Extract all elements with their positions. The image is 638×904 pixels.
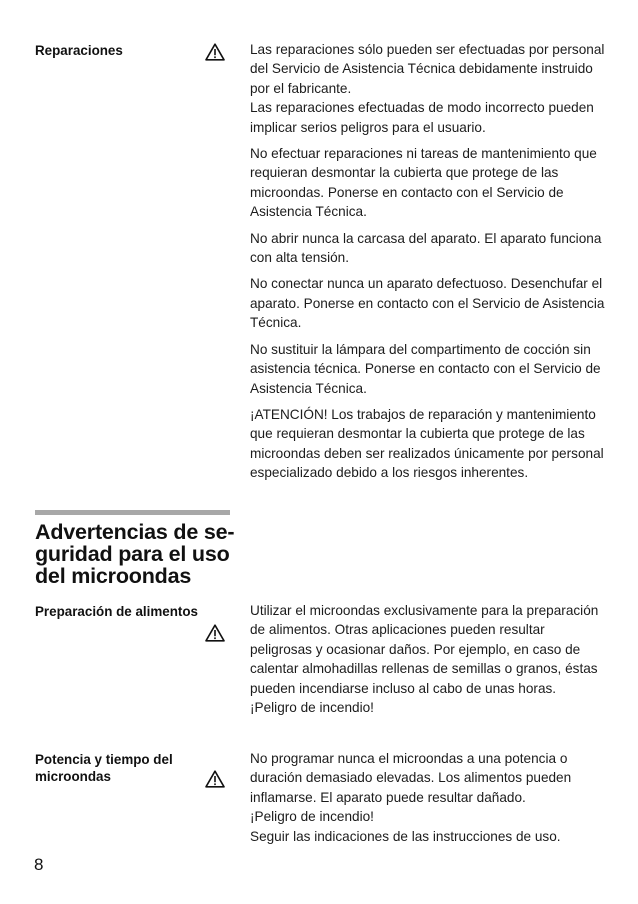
power-time-paragraph: ¡Peligro de incendio! xyxy=(250,809,374,825)
food-prep-label: Preparación de alimentos xyxy=(35,604,198,619)
food-prep-paragraph: Utilizar el microondas exclusivamente para la preparación de alimentos. Otras aplicaciones pueden resultar peligrosas y ocasionar daños. Por ejemplo, en caso de calentar almohadillas rellenas de semillas o granos, éstas pueden incendiarse incluso al cabo de unas horas. xyxy=(250,603,599,696)
power-time-label-line: microondas xyxy=(35,769,111,784)
repairs-paragraph: Las reparaciones sólo pueden ser efectuadas por personal del Servicio de Asistencia Técnica debidamente instruido por el fabricante. xyxy=(250,42,605,96)
repairs-paragraph: No abrir nunca la carcasa del aparato. El aparato funciona con alta tensión. xyxy=(250,230,602,266)
page-number: 8 xyxy=(34,855,44,874)
warning-triangle-icon xyxy=(205,624,225,642)
power-time-paragraph: Seguir las indicaciones de las instrucciones de uso. xyxy=(250,828,561,844)
power-time-text-block xyxy=(250,749,610,846)
repairs-paragraph: No sustituir la lámpara del compartimento de cocción sin asistencia técnica. Ponerse en contacto con el Servicio de Asistencia Técnica. xyxy=(250,341,601,396)
power-time-label-line: Potencia y tiempo del xyxy=(35,752,173,767)
section-title-line: Advertencias de se- xyxy=(35,520,235,544)
section-title xyxy=(35,521,235,587)
power-time-paragraph: No programar nunca el microondas a una potencia o duración demasiado elevadas. Los alimentos pueden inflamarse. El aparato puede resultar dañado. xyxy=(250,751,572,805)
power-time-label xyxy=(35,751,173,785)
repairs-paragraph: ¡ATENCIÓN! Los trabajos de reparación y mantenimiento que requieran desmontar la cubierta que protege de las microondas deben ser realizados únicamente por personal especializado debido a los riesgos inherentes. xyxy=(250,406,604,481)
warning-triangle-icon xyxy=(205,770,225,788)
repairs-text-block xyxy=(250,40,610,483)
repairs-paragraph: No efectuar reparaciones ni tareas de mantenimiento que requieran desmontar la cubierta que protege de las microondas. Ponerse en contacto con el Servicio de Asistencia Técnica. xyxy=(250,146,597,220)
repairs-label: Reparaciones xyxy=(35,43,123,58)
food-prep-paragraph: ¡Peligro de incendio! xyxy=(250,700,374,716)
section-title-line: guridad para el uso xyxy=(35,542,230,566)
repairs-paragraph: Las reparaciones efectuadas de modo incorrecto pueden implicar serios peligros para el usuario. xyxy=(250,100,594,135)
section-title-line: del microondas xyxy=(35,564,192,588)
warning-triangle-icon xyxy=(205,43,225,61)
section-divider-bar xyxy=(35,510,230,515)
repairs-paragraph: No conectar nunca un aparato defectuoso. Desenchufar el aparato. Ponerse en contacto con el Servicio de Asistencia Técnica. xyxy=(250,276,605,331)
food-prep-text-block xyxy=(250,601,610,717)
